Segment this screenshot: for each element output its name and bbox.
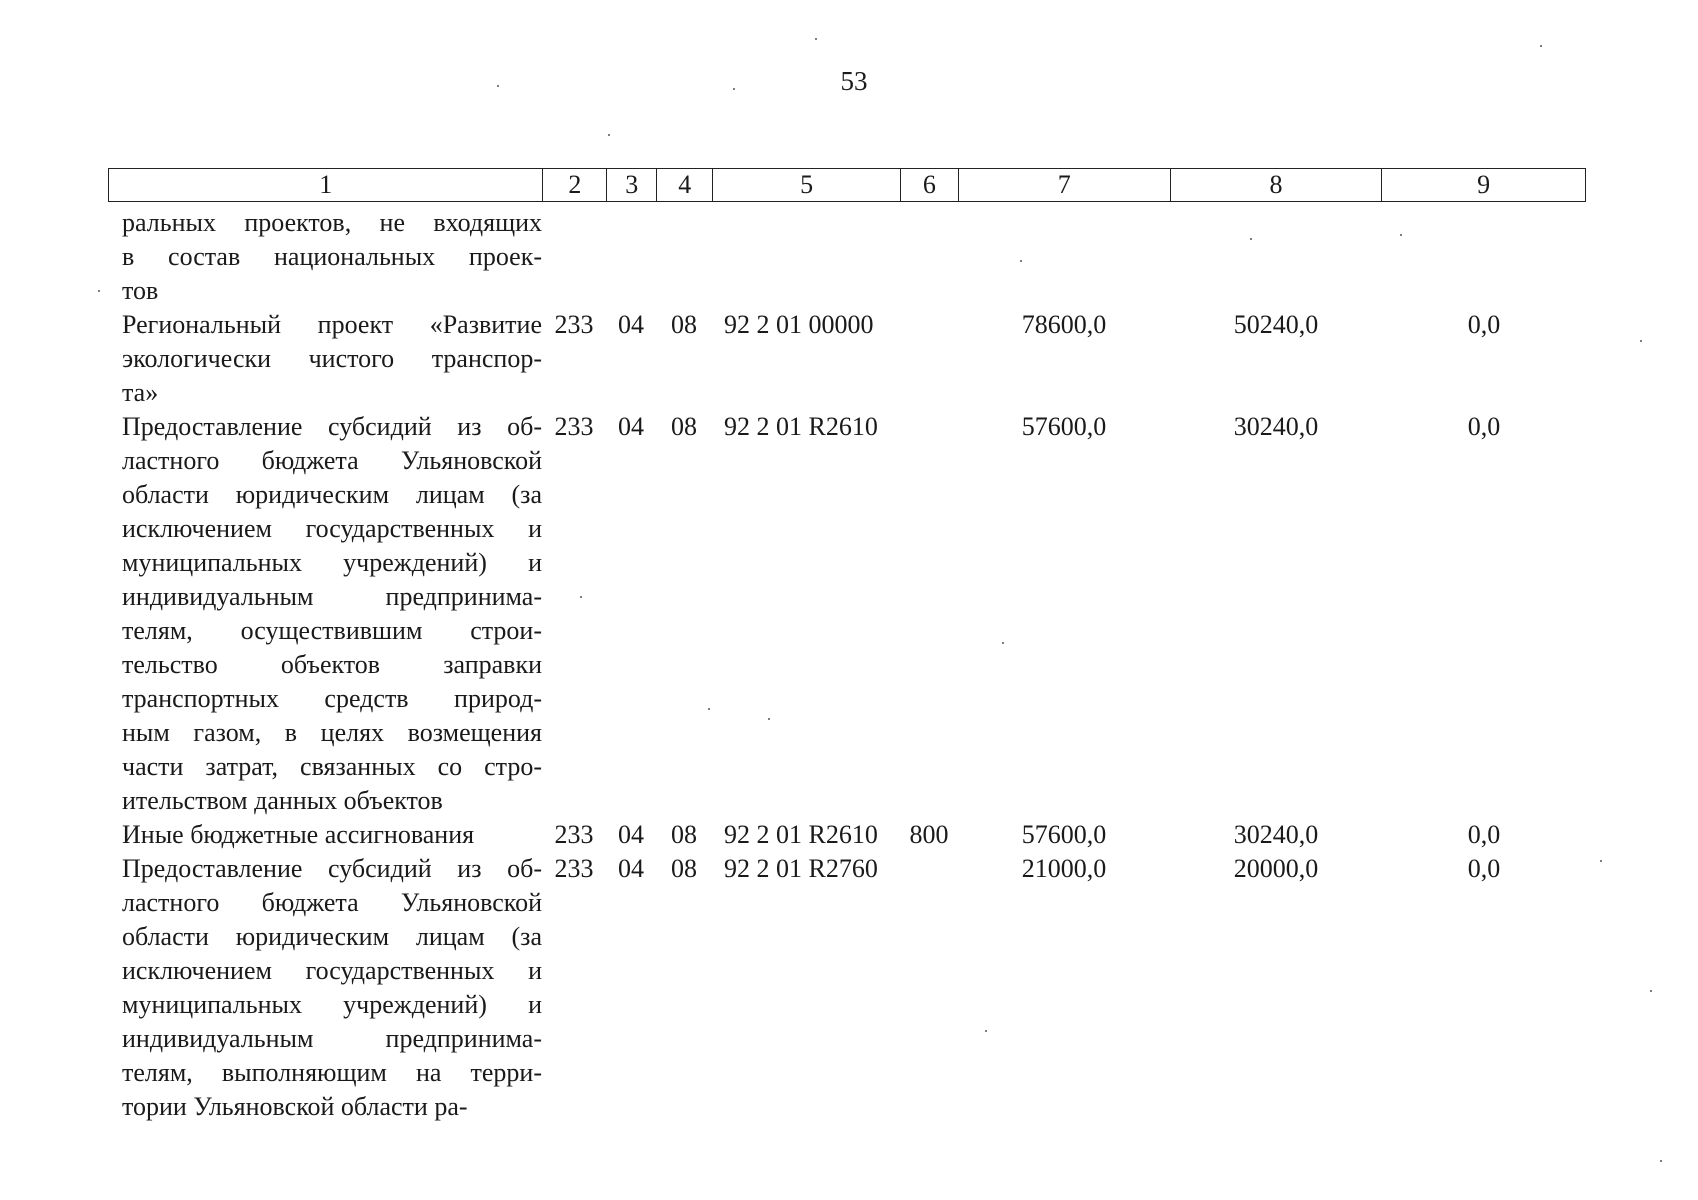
row-value-col7: 57600,0 — [1021, 412, 1107, 441]
description-line: тории Ульяновской области ра- — [122, 1092, 468, 1121]
description-line: исключением государственных и — [122, 956, 542, 985]
header-col-1: 1 — [319, 170, 333, 199]
header-col-4: 4 — [656, 169, 712, 201]
description-line: ным газом, в целях возмещения — [122, 718, 542, 747]
row-expense-type — [900, 308, 958, 410]
row-value-col9 — [1382, 206, 1586, 308]
row-subsection-code: 08 — [671, 820, 697, 849]
description-line: телям, выполняющим на терри- — [122, 1058, 542, 1087]
header-col-3: 3 — [606, 169, 656, 201]
row-section-code: 04 — [618, 310, 644, 339]
header-col-6: 6 — [900, 169, 958, 201]
row-admin-code: 233 — [554, 412, 594, 441]
row-description — [108, 818, 542, 852]
row-value-col9: 0,0 — [1467, 854, 1501, 883]
row-admin-code: 233 — [554, 820, 594, 849]
description-line: области юридическим лицам (за — [122, 480, 542, 509]
row-target-code: 92 2 01 R2610 — [724, 412, 878, 441]
description-line: ительством данных объектов — [122, 786, 443, 815]
header-col-7: 7 — [958, 169, 1170, 201]
description-line: ластного бюджета Ульяновской — [122, 446, 542, 475]
description-line: Иные бюджетные ассигнования — [122, 820, 475, 849]
description-line: тов — [122, 276, 159, 305]
table-header — [108, 168, 1586, 202]
description-line: ластного бюджета Ульяновской — [122, 888, 542, 917]
row-expense-type — [900, 410, 958, 818]
budget-table-body — [108, 206, 1586, 1124]
description-line: транспортных средств природ- — [122, 684, 542, 713]
row-value-col8: 50240,0 — [1233, 310, 1319, 339]
row-section-code — [606, 206, 656, 308]
row-value-col9: 0,0 — [1467, 820, 1501, 849]
row-expense-type — [900, 206, 958, 308]
row-admin-code — [542, 206, 606, 308]
description-line: ральных проектов, не входящих — [122, 208, 542, 237]
row-subsection-code: 08 — [671, 310, 697, 339]
table-row — [108, 410, 1586, 818]
row-value-col7: 21000,0 — [1021, 854, 1107, 883]
header-col-5: 5 — [712, 169, 900, 201]
row-section-code: 04 — [618, 412, 644, 441]
description-line: тельство объектов заправки — [122, 650, 542, 679]
row-target-code: 92 2 01 00000 — [724, 310, 874, 339]
row-section-code: 04 — [618, 854, 644, 883]
row-admin-code: 233 — [554, 854, 594, 883]
row-target-code — [712, 206, 900, 308]
row-value-col7 — [958, 206, 1170, 308]
row-expense-type — [900, 852, 958, 1124]
description-line: Предоставление субсидий из об- — [122, 412, 542, 441]
row-subsection-code: 08 — [671, 412, 697, 441]
table-row — [108, 308, 1586, 410]
row-description — [108, 852, 542, 1124]
row-description — [108, 410, 542, 818]
description-line: в состав национальных проек- — [122, 242, 542, 271]
description-line: муниципальных учреждений) и — [122, 548, 542, 577]
row-section-code: 04 — [618, 820, 644, 849]
page-number-text: 53 — [840, 66, 868, 96]
row-value-col7: 78600,0 — [1021, 310, 1107, 339]
description-line: муниципальных учреждений) и — [122, 990, 542, 1019]
row-admin-code: 233 — [554, 310, 594, 339]
description-line: индивидуальным предпринима- — [122, 582, 542, 611]
row-value-col9: 0,0 — [1467, 412, 1501, 441]
header-col-8: 8 — [1170, 169, 1382, 201]
description-line: индивидуальным предпринима- — [122, 1024, 542, 1053]
header-col-2: 2 — [542, 169, 606, 201]
page-number — [0, 66, 1698, 97]
description-line: телям, осуществившим строи- — [122, 616, 542, 645]
header-col-9: 9 — [1381, 169, 1585, 201]
description-line: экологически чистого транспор- — [122, 344, 542, 373]
table-row — [108, 818, 1586, 852]
description-line: Региональный проект «Развитие — [122, 310, 542, 339]
table-row — [108, 852, 1586, 1124]
row-target-code: 92 2 01 R2610 — [724, 820, 878, 849]
row-value-col8 — [1170, 206, 1382, 308]
row-subsection-code: 08 — [671, 854, 697, 883]
table-row — [108, 206, 1586, 308]
row-description — [108, 206, 542, 308]
row-expense-type: 800 — [909, 820, 949, 849]
row-description — [108, 308, 542, 410]
description-line: части затрат, связанных со стро- — [122, 752, 542, 781]
description-line: Предоставление субсидий из об- — [122, 854, 542, 883]
row-value-col8: 20000,0 — [1233, 854, 1319, 883]
row-value-col7: 57600,0 — [1021, 820, 1107, 849]
description-line: исключением государственных и — [122, 514, 542, 543]
row-target-code: 92 2 01 R2760 — [724, 854, 878, 883]
row-subsection-code — [656, 206, 712, 308]
row-value-col9: 0,0 — [1467, 310, 1501, 339]
description-line: та» — [122, 378, 159, 407]
description-line: области юридическим лицам (за — [122, 922, 542, 951]
row-value-col8: 30240,0 — [1233, 820, 1319, 849]
row-value-col8: 30240,0 — [1233, 412, 1319, 441]
